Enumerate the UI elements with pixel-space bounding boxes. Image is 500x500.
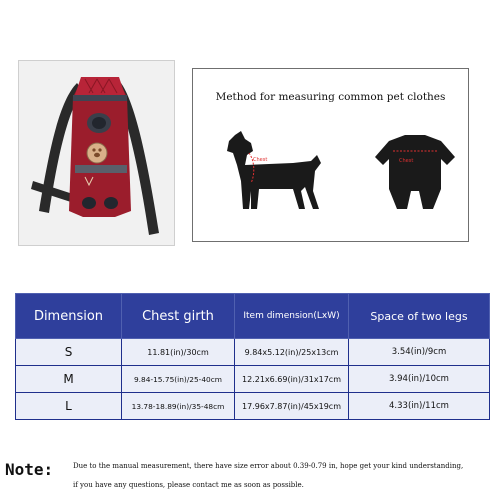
- pet-shirt-icon: [375, 135, 455, 209]
- measuring-method-panel: [192, 68, 469, 242]
- size-table: [15, 293, 490, 420]
- chest-girth-cell: 13.78-18.89(in)/35-48cm: [122, 393, 235, 420]
- size-cell: L: [16, 393, 122, 420]
- header-chest-girth: Chest girth: [122, 294, 235, 339]
- measuring-illustration: [193, 69, 470, 243]
- dog-chest-label: Chest: [253, 157, 268, 163]
- chest-girth-cell: 11.81(in)/30cm: [122, 339, 235, 366]
- item-dimension-cell: 17.96x7.87(in)/45x19cm: [235, 393, 349, 420]
- note-text-line-1: Due to the manual measurement, there have size error about 0.39-0.79 in, hope get your kind understanding,: [73, 462, 464, 470]
- size-cell: M: [16, 366, 122, 393]
- leg-space-cell: 4.33(in)/11cm: [349, 393, 490, 420]
- measuring-method-title: Method for measuring common pet clothes: [215, 91, 446, 103]
- chest-girth-cell: 9.84-15.75(in)/25-40cm: [122, 366, 235, 393]
- header-item-dimension: Item dimension(LxW): [235, 294, 349, 339]
- pet-carrier-backpack-image: [19, 61, 176, 247]
- item-dimension-cell: 12.21x6.69(in)/31x17cm: [235, 366, 349, 393]
- table-row: [16, 339, 490, 366]
- size-cell: S: [16, 339, 122, 366]
- leg-space-cell: 3.54(in)/9cm: [349, 339, 490, 366]
- header-dimension: Dimension: [16, 294, 122, 339]
- dog-silhouette-icon: [227, 131, 321, 209]
- table-row: [16, 393, 490, 420]
- header-leg-space: Space of two legs: [349, 294, 490, 339]
- shirt-chest-label: Chest: [399, 158, 414, 164]
- table-row: [16, 366, 490, 393]
- note-label: Note:: [5, 460, 54, 479]
- item-dimension-cell: 9.84x5.12(in)/25x13cm: [235, 339, 349, 366]
- product-photo: [18, 60, 175, 246]
- size-table-header: [16, 294, 490, 339]
- leg-space-cell: 3.94(in)/10cm: [349, 366, 490, 393]
- note-text-line-2: if you have any questions, please contact me as soon as possible.: [73, 481, 304, 489]
